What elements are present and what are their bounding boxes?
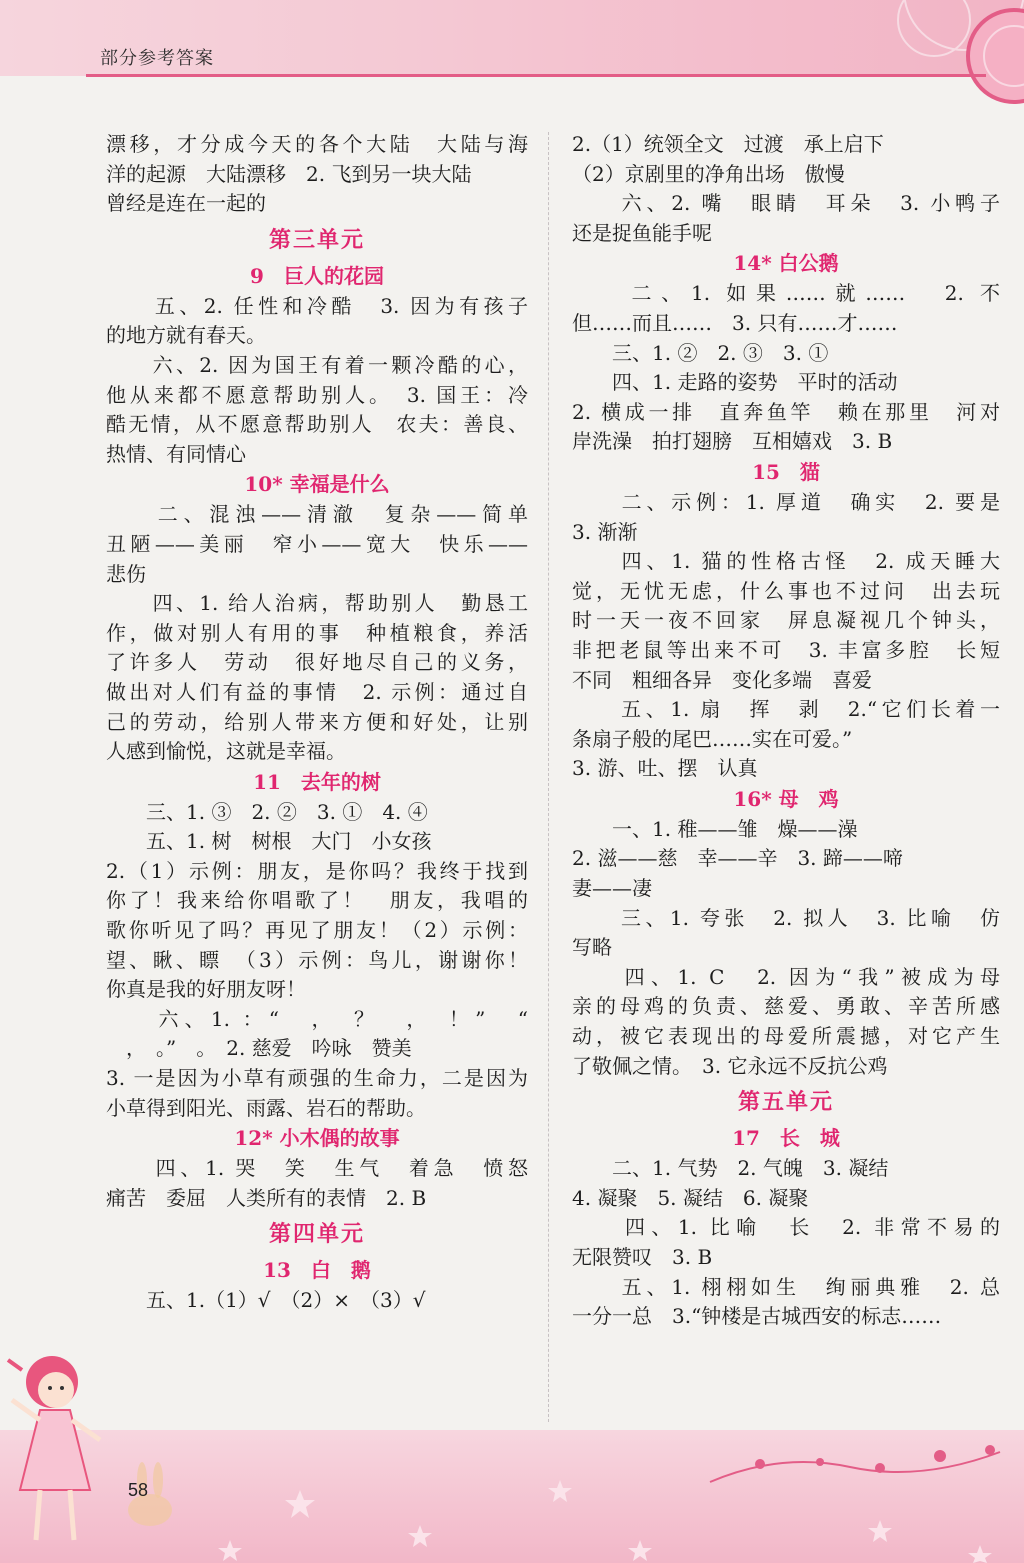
lesson-heading: 17 长 城: [732, 1126, 840, 1151]
answer-line: 无限赞叹 3. B: [572, 1245, 713, 1269]
answer-line: 了敬佩之情。 3. 它永远不反抗公鸡: [572, 1053, 888, 1078]
answer-line: 酷无情，从不愿意帮助别人 农夫：善良、: [106, 412, 528, 437]
answer-line: 动，被它表现出的母爱所震撼，对它产生: [572, 1024, 1000, 1049]
answer-line: 时一天一夜不回家 屏息凝视几个钟头，: [572, 608, 1000, 633]
answer-line: 非把老鼠等出来不可 3. 丰富多腔 长短: [572, 637, 1000, 662]
girl-with-rabbit-illustration: [0, 1340, 200, 1563]
answer-line: 歌你听见了吗？再见了朋友！（2）示例：: [106, 918, 528, 943]
answer-line: 四、1. 哭 笑 生气 着急 愤怒: [106, 1156, 528, 1181]
answer-line: 一分一总 3.“钟楼是古城西安的标志……: [572, 1304, 942, 1329]
answer-line: 五、2. 任性和冷酷 3. 因为有孩子: [106, 293, 528, 318]
answer-line: 三、1. 夸张 2. 拟人 3. 比喻 仿: [572, 905, 1000, 930]
answer-line: 的地方就有春天。: [106, 323, 266, 348]
answer-line: 二、1. 气势 2. 气魄 3. 凝结: [572, 1156, 889, 1181]
answer-line: ， 。” 。 2. 慈爱 吟咏 赞美: [106, 1036, 412, 1061]
answer-line: 他从来都不愿意帮助别人。 3. 国王：冷: [106, 382, 528, 407]
answer-line: 人感到愉悦，这就是幸福。: [106, 739, 346, 764]
answer-line: 小草得到阳光、雨露、岩石的帮助。: [106, 1095, 426, 1120]
answer-line: 还是捉鱼能手呢: [572, 220, 712, 245]
answer-line: 你真是我的好朋友呀！: [106, 977, 306, 1002]
answer-line: 五、1. 树 树根 大门 小女孩: [106, 829, 432, 854]
unit-heading: 第三单元: [268, 226, 365, 253]
answer-line: 不同 粗细各异 变化多端 喜爱: [572, 667, 872, 692]
answer-line: 三、1. ② 2. ③ 3. ①: [572, 340, 829, 365]
answer-line: 条扇子般的尾巴……实在可爱。”: [572, 726, 853, 751]
answer-line: 3. 游、吐、摆 认真: [572, 756, 758, 781]
page-header: [0, 0, 1024, 110]
answer-line: 岸洗澡 拍打翅膀 互相嬉戏 3. B: [572, 429, 893, 454]
answer-line: 四、1. 比喻 长 2. 非常不易的: [572, 1215, 1000, 1240]
lesson-heading: 16* 母 鸡: [733, 786, 839, 811]
answer-line: 2. 横成一排 直奔鱼竿 赖在那里 河对: [572, 399, 1000, 424]
answer-line: 六、2. 嘴 眼睛 耳朵 3. 小鸭子: [572, 191, 1000, 216]
flower-vine-decoration: [700, 1432, 1020, 1492]
answer-line: 2. 滋——慈 幸——辛 3. 蹄——啼: [572, 846, 903, 871]
answer-line: 五、1. 栩栩如生 绚丽典雅 2. 总: [572, 1274, 1000, 1299]
answer-line: 2.（1）统领全文 过渡 承上启下: [572, 132, 884, 156]
unit-heading: 第五单元: [737, 1089, 834, 1116]
answer-line: 二、示例：1. 厚道 确实 2. 要是: [572, 489, 1000, 514]
answer-line: 四、1. 猫的性格古怪 2. 成天睡大: [572, 549, 1000, 574]
column-divider: [548, 132, 549, 1422]
answer-line: （2）京剧里的净角出场 傲慢: [572, 161, 845, 186]
right-column: [572, 130, 1000, 1332]
answer-line: 望、瞅、瞟 （3）示例：鸟儿，谢谢你！: [106, 947, 528, 972]
unit-heading: 第四单元: [268, 1221, 365, 1248]
lesson-heading: 12* 小木偶的故事: [234, 1126, 400, 1151]
answer-line: 妻——凄: [572, 876, 652, 901]
answer-line: 漂移，才分成今天的各个大陆 大陆与海: [106, 132, 528, 156]
answer-line: 但……而且…… 3. 只有……才……: [572, 310, 898, 335]
left-column: [106, 130, 528, 1316]
answer-line: 悲伤: [106, 561, 146, 586]
lesson-heading: 14* 白公鹅: [733, 251, 839, 276]
answer-line: 四、1. 给人治病，帮助别人 勤恳工: [106, 591, 528, 616]
answer-line: 三、1. ③ 2. ② 3. ① 4. ④: [106, 799, 428, 824]
answer-line: 洋的起源 大陆漂移 2. 飞到另一块大陆: [106, 161, 472, 186]
answer-line: 四、1. C 2. 因为“我”被成为母: [572, 964, 1000, 989]
answer-line: 痛苦 委屈 人类所有的表情 2. B: [106, 1185, 427, 1210]
header-rule: [86, 74, 986, 77]
answer-line: 2.（1）示例：朋友，是你吗？我终于找到: [106, 858, 528, 883]
answer-line: 写略: [572, 935, 612, 960]
answer-line: 二、混浊——清澈 复杂——简单: [106, 502, 528, 527]
page-number: 58: [128, 1480, 149, 1500]
header-title: 部分参考答案: [100, 48, 214, 69]
answer-line: 五、1.（1）√ （2）× （3）√: [106, 1288, 426, 1313]
answer-line: 觉，无忧无虑，什么事也不过问 出去玩: [572, 578, 1000, 603]
header-circles-decoration: [824, 0, 1024, 110]
answer-line: 3. 一是因为小草有顽强的生命力，二是因为: [106, 1066, 528, 1091]
answer-line: 二、1. 如果……就…… 2. 不: [572, 281, 1000, 306]
lesson-heading: 9 巨人的花园: [250, 263, 384, 288]
answer-line: 四、1. 走路的姿势 平时的活动: [572, 370, 898, 395]
answer-line: 热情、有同情心: [106, 441, 246, 466]
answer-line: 亲的母鸡的负责、慈爱、勇敢、辛苦所感: [572, 994, 1000, 1019]
lesson-heading: 13 白 鹅: [263, 1258, 371, 1283]
lesson-heading: 10* 幸福是什么: [244, 472, 390, 497]
answer-line: 你了！我来给你唱歌了！ 朋友，我唱的: [106, 888, 528, 913]
answer-line: 五、1. 扇 挥 剥 2.“它们长着一: [572, 697, 1000, 722]
answer-line: 曾经是连在一起的: [106, 191, 266, 216]
answer-line: 作，做对别人有用的事 种植粮食，养活: [106, 620, 528, 645]
answer-line: 4. 凝聚 5. 凝结 6. 凝聚: [572, 1185, 809, 1210]
answer-line: 做出对人们有益的事情 2. 示例：通过自: [106, 679, 528, 704]
answer-line: 3. 渐渐: [572, 519, 638, 544]
lesson-heading: 15 猫: [752, 459, 820, 484]
answer-line: 六、1. ：“ ， ？ ， ！” “: [106, 1006, 528, 1031]
answer-line: 一、1. 稚——雏 燥——澡: [572, 816, 858, 841]
answer-line: 了许多人 劳动 很好地尽自己的义务，: [106, 650, 528, 675]
answer-line: 己的劳动，给别人带来方便和好处，让别: [106, 709, 528, 734]
answer-line: 丑陋——美丽 窄小——宽大 快乐——: [106, 531, 528, 556]
lesson-heading: 11 去年的树: [253, 769, 381, 794]
answer-line: 六、2. 因为国王有着一颗冷酷的心，: [106, 352, 528, 377]
